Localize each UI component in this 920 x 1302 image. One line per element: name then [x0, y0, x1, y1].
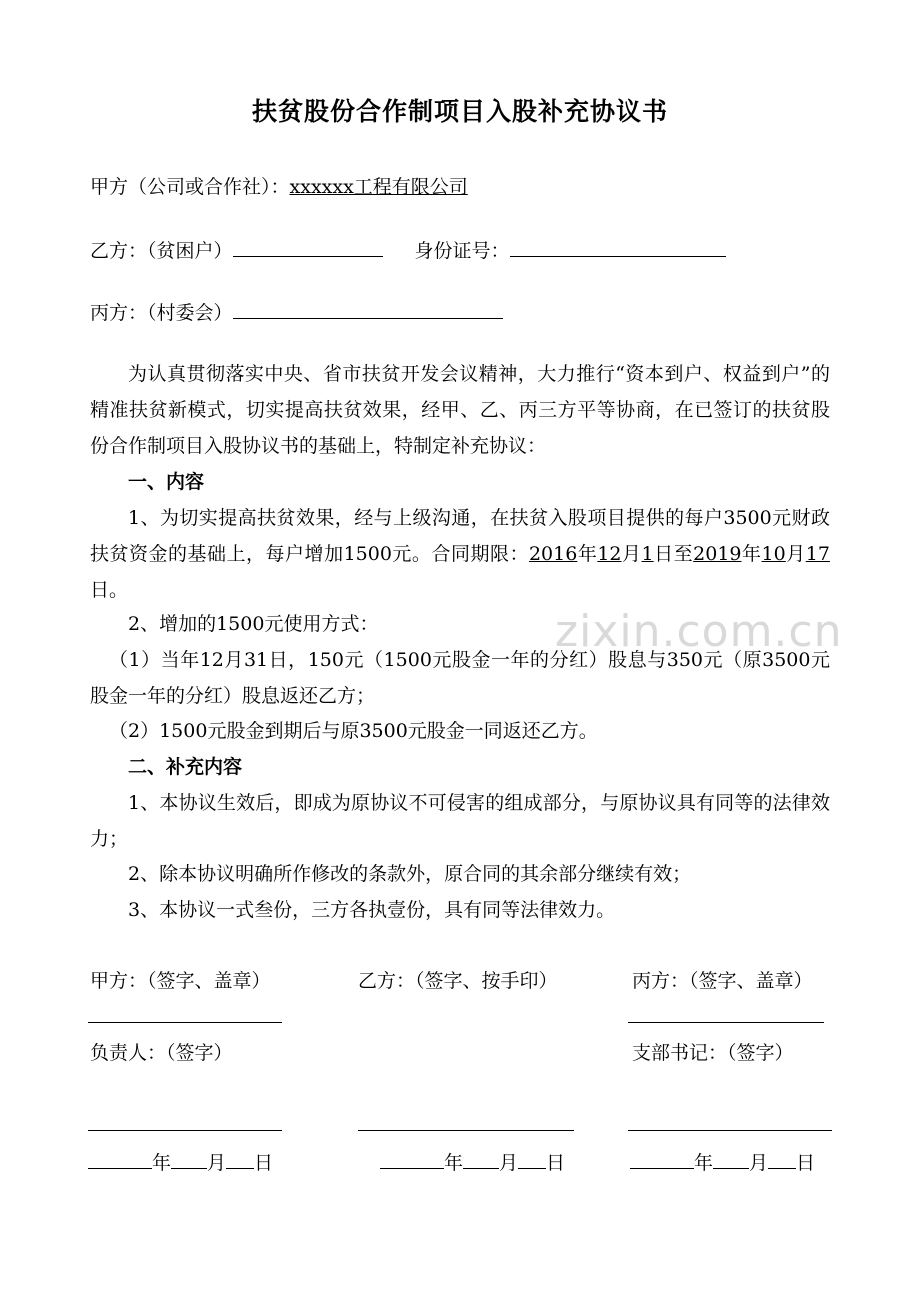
- sign-party-a: 甲方：（签字、盖章）: [90, 970, 271, 992]
- section1-item2: 2、增加的1500元使用方式：: [128, 613, 379, 635]
- party-b-label: 乙方：（贫困户）: [90, 240, 233, 262]
- day-char: 日: [90, 579, 110, 601]
- year-label: 年: [152, 1152, 172, 1174]
- section2-item2: 2、除本协议明确所作修改的条款外，原合同的其余部分继续有效；: [128, 863, 692, 885]
- year-char: 年: [741, 543, 762, 565]
- year-char: 年: [577, 543, 598, 565]
- month-char: 月: [785, 543, 806, 565]
- year-label: 年: [694, 1152, 714, 1174]
- year-blank: [630, 1167, 694, 1169]
- day-char: 日: [653, 543, 674, 565]
- end-day: 17: [805, 543, 830, 565]
- end-year: 2019: [693, 543, 742, 565]
- month-char: 月: [621, 543, 642, 565]
- section1-sub1: （1）当年12月31日，150元（1500元股金一年的分红）股息与350元（原3500元股金一年的分红）股息返还乙方；: [90, 649, 830, 707]
- day-blank: [768, 1167, 796, 1169]
- party-a-company: xxxxxx工程有限公司: [289, 176, 468, 198]
- year-blank: [88, 1167, 152, 1169]
- sign-line-party-c: [628, 1022, 824, 1023]
- section1-item1-text: 1、为切实提高扶贫效果，经与上级沟通，在扶贫入股项目提供的每户3500元财政扶贫资金的基础上，每户增加1500元。合同期限：: [90, 507, 830, 565]
- month-blank: [463, 1167, 499, 1169]
- date-party-a: [88, 1148, 273, 1175]
- party-a-label: 甲方（公司或合作社）：: [90, 176, 290, 198]
- sign-line-party-a: [88, 1022, 282, 1023]
- party-b-id-blank: [510, 255, 726, 257]
- section1-heading: 一、内容: [128, 471, 205, 493]
- document-title: 扶贫股份合作制项目入股补充协议书: [251, 97, 668, 126]
- year-label: 年: [444, 1152, 464, 1174]
- month-blank: [171, 1167, 207, 1169]
- party-c-line: [90, 298, 503, 325]
- sign-line-secretary: [628, 1130, 832, 1131]
- day-blank: [518, 1167, 546, 1169]
- day-blank: [226, 1167, 254, 1169]
- party-a-line: [90, 172, 468, 199]
- party-b-line: [90, 236, 726, 263]
- section1-item1: [90, 500, 830, 608]
- year-blank: [380, 1167, 444, 1169]
- sign-party-c: 丙方：（签字、盖章）: [632, 970, 813, 992]
- section1-sub2: （2）1500元股金到期后与原3500元股金一同返还乙方。: [109, 720, 598, 742]
- date-party-b: [380, 1148, 565, 1175]
- section2-item1: 1、本协议生效后，即成为原协议不可侵害的组成部分，与原协议具有同等的法律效力；: [90, 792, 830, 850]
- day-label: 日: [254, 1152, 274, 1174]
- end-month: 10: [761, 543, 786, 565]
- to-char: 至: [673, 543, 694, 565]
- sign-party-b: 乙方：（签字、按手印）: [358, 970, 558, 992]
- day-label: 日: [796, 1152, 816, 1174]
- sign-secretary: 支部书记：（签字）: [632, 1042, 794, 1064]
- month-blank: [713, 1167, 749, 1169]
- party-b-id-label: 身份证号：: [414, 240, 510, 262]
- month-label: 月: [207, 1152, 227, 1174]
- section2-item3: 3、本协议一式叁份，三方各执壹份，具有同等法律效力。: [128, 899, 616, 921]
- section2-heading: 二、补充内容: [128, 756, 243, 778]
- intro-paragraph: 为认真贯彻落实中央、省市扶贫开发会议精神，大力推行“资本到户、权益到户”的精准扶贫新模式，切实提高扶贫效果，经甲、乙、丙三方平等协商，在已签订的扶贫股份合作制项目入股协议书的基础上，特制定补充协议：: [90, 363, 830, 457]
- month-label: 月: [749, 1152, 769, 1174]
- start-month: 12: [597, 543, 622, 565]
- day-label: 日: [546, 1152, 566, 1174]
- party-c-label: 丙方：（村委会）: [90, 302, 233, 324]
- end-punct: 。: [109, 579, 129, 601]
- party-c-name-blank: [233, 317, 503, 319]
- start-day: 1: [641, 543, 654, 565]
- start-year: 2016: [528, 543, 578, 565]
- sign-line-party-b: [358, 1130, 574, 1131]
- date-party-c: [630, 1148, 815, 1175]
- watermark: zixin.com.cn: [555, 606, 843, 657]
- sign-responsible: 负责人：（签字）: [90, 1042, 233, 1064]
- month-label: 月: [499, 1152, 519, 1174]
- party-b-name-blank: [233, 255, 383, 257]
- sign-line-responsible: [88, 1130, 282, 1131]
